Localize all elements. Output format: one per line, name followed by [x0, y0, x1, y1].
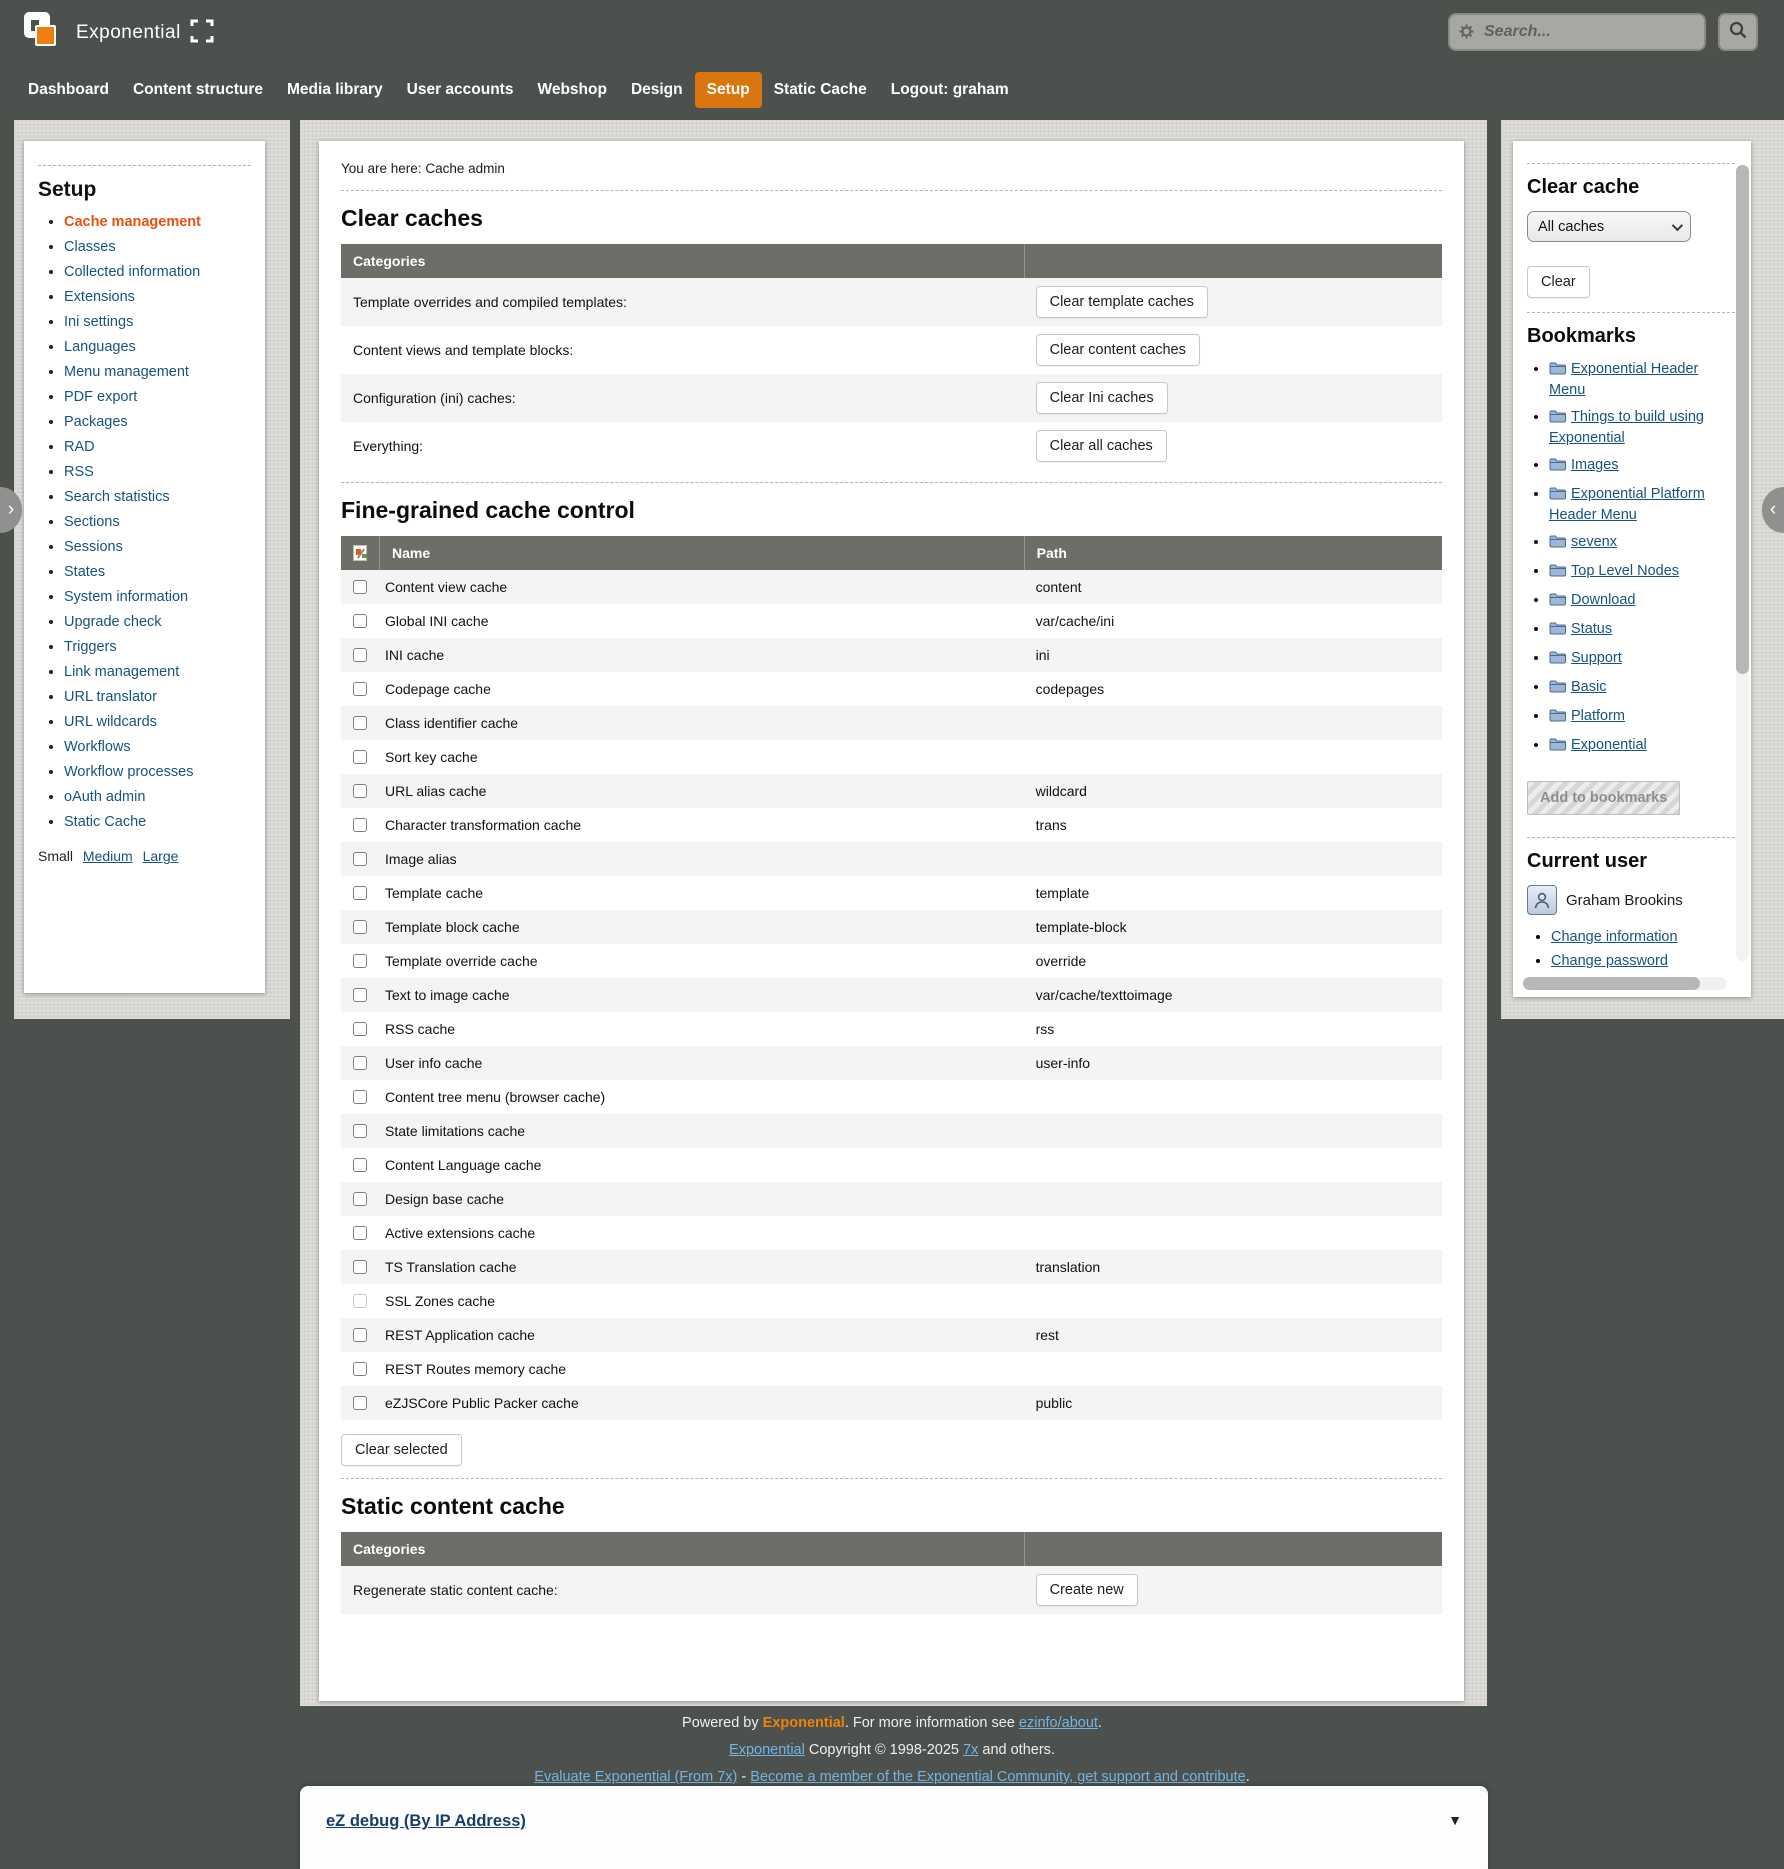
cache-path [1024, 748, 1442, 766]
cache-path: user-info [1035, 1055, 1091, 1071]
cache-name: State limitations cache [385, 1123, 526, 1139]
cache-path [1024, 1088, 1442, 1106]
cache-row [341, 842, 1442, 876]
footer-brand: Exponential [762, 1715, 845, 1731]
cache-row-checkbox[interactable] [353, 1396, 367, 1410]
setup-menu-link[interactable]: Languages [64, 339, 136, 355]
folder-icon [1549, 457, 1566, 477]
bookmark-item [1549, 736, 1735, 757]
static-cache-label: Regenerate static content cache: [353, 1582, 558, 1598]
folder-icon [1549, 592, 1566, 612]
static-cache-title: Static content cache [341, 1493, 565, 1519]
bookmarks-list [1549, 360, 1735, 757]
folder-icon [1549, 737, 1566, 757]
setup-menu-link[interactable]: Sections [64, 514, 120, 530]
folder-icon [1549, 534, 1566, 554]
size-medium-link[interactable]: Medium [82, 848, 133, 864]
cache-row-checkbox[interactable] [353, 1158, 367, 1172]
clear-cache-button[interactable]: Clear Ini caches [1036, 382, 1168, 414]
setup-menu-link[interactable]: Triggers [64, 639, 117, 655]
setup-menu-item [64, 439, 251, 455]
cache-row [341, 1386, 1442, 1420]
setup-menu-link[interactable]: RAD [64, 439, 95, 455]
cache-path: translation [1035, 1259, 1101, 1275]
cache-path [1024, 1156, 1442, 1174]
cache-row [341, 808, 1442, 842]
cache-row [341, 1012, 1442, 1046]
cache-name: Content tree menu (browser cache) [385, 1089, 606, 1105]
setup-menu-link[interactable]: System information [64, 589, 189, 605]
ezinfo-about-link[interactable]: ezinfo/about [1018, 1715, 1098, 1731]
setup-menu-item [64, 239, 251, 255]
bookmark-link[interactable]: Top Level Nodes [1571, 563, 1680, 579]
user-links [1551, 929, 1735, 969]
setup-menu-link[interactable]: Link management [64, 664, 180, 680]
setup-menu-link[interactable]: Cache management [64, 214, 201, 230]
cache-row [341, 1284, 1442, 1318]
bookmark-item [1549, 591, 1735, 612]
cache-name: User info cache [385, 1055, 483, 1071]
setup-menu-link[interactable]: Classes [64, 239, 116, 255]
cache-path [1024, 1292, 1442, 1310]
size-switcher [38, 848, 251, 864]
clear-cache-button[interactable]: Clear content caches [1036, 334, 1200, 366]
page-footer [0, 1710, 1784, 1791]
cache-name: Image alias [385, 851, 457, 867]
cache-name: REST Application cache [385, 1327, 535, 1343]
cache-name: Design base cache [385, 1191, 505, 1207]
brand-name: Exponential [76, 22, 181, 43]
bookmark-link[interactable]: Exponential Header Menu [1549, 361, 1699, 398]
nav-item[interactable]: Static Cache [773, 81, 867, 98]
cache-path [1024, 850, 1442, 868]
cache-path: trans [1035, 817, 1067, 833]
cache-row [341, 1182, 1442, 1216]
cache-name: Template override cache [385, 953, 538, 969]
clear-caches-title: Clear caches [341, 205, 483, 231]
cache-name: TS Translation cache [385, 1259, 517, 1275]
size-large-link[interactable]: Large [142, 848, 179, 864]
cache-name: Content view cache [385, 579, 508, 595]
bookmark-link[interactable]: Status [1571, 621, 1613, 637]
right-column-bg [1501, 120, 1784, 1019]
bookmark-item [1549, 562, 1735, 583]
cache-row [341, 570, 1442, 604]
cache-type-select[interactable] [1527, 211, 1691, 242]
setup-menu-link[interactable]: Upgrade check [64, 614, 162, 630]
cache-row-checkbox[interactable] [353, 1124, 367, 1138]
cache-row [341, 774, 1442, 808]
clear-cache-button[interactable]: Clear template caches [1036, 286, 1208, 318]
cache-row-checkbox[interactable] [353, 580, 367, 594]
cache-path: public [1035, 1395, 1073, 1411]
cache-name: eZJSCore Public Packer cache [385, 1395, 579, 1411]
setup-menu-item [64, 264, 251, 280]
bookmark-item [1549, 707, 1735, 728]
clear-cache-button[interactable]: Clear all caches [1036, 430, 1167, 462]
cache-path [1024, 1224, 1442, 1242]
cache-row [341, 604, 1442, 638]
setup-menu-link[interactable]: Ini settings [64, 314, 134, 330]
setup-menu-link[interactable]: Packages [64, 414, 128, 430]
cache-path: wildcard [1035, 783, 1087, 799]
nav-item[interactable]: Content structure [132, 81, 264, 98]
cache-path: codepages [1035, 681, 1105, 697]
cache-row [341, 740, 1442, 774]
setup-menu-item [64, 664, 251, 680]
cache-row-checkbox[interactable] [353, 1226, 367, 1240]
cache-name: Active extensions cache [385, 1225, 536, 1241]
cache-admin-main [319, 141, 1464, 1701]
setup-menu-link[interactable]: Menu management [64, 364, 189, 380]
footer-powered-line: Powered by Exponential. For more information see ezinfo/about. [682, 1715, 1102, 1731]
gear-icon [1458, 23, 1475, 45]
main-column-bg [300, 120, 1487, 1706]
folder-icon [1549, 621, 1566, 641]
bookmark-item [1549, 408, 1735, 448]
setup-menu-link[interactable]: URL wildcards [64, 714, 157, 730]
setup-menu-link[interactable]: RSS [64, 464, 94, 480]
create-new-button[interactable]: Create new [1036, 1574, 1138, 1606]
user-link-item [1551, 929, 1735, 945]
setup-menu-link[interactable]: PDF export [64, 389, 138, 405]
folder-icon [1549, 486, 1566, 506]
cache-row-checkbox[interactable] [353, 1260, 367, 1274]
cache-name: Class identifier cache [385, 715, 519, 731]
clear-caches-table [341, 244, 1442, 470]
vertical-scrollbar[interactable] [1736, 165, 1749, 961]
setup-menu-item [64, 814, 251, 830]
current-user-name: Graham Brookins [1566, 891, 1683, 909]
path-column-header: Path [1024, 536, 1442, 570]
setup-menu-item [64, 464, 251, 480]
header-search [1448, 13, 1758, 51]
sevenx-link[interactable]: 7x [963, 1742, 979, 1758]
clear-cache-row [341, 326, 1442, 374]
search-input[interactable] [1448, 13, 1706, 51]
debug-toggle-icon[interactable]: ▼ [1448, 1812, 1462, 1828]
cache-row-checkbox[interactable] [353, 988, 367, 1002]
setup-menu-link[interactable]: oAuth admin [64, 789, 146, 805]
cache-name: INI cache [385, 647, 445, 663]
setup-menu-item [64, 789, 251, 805]
cache-path: template-block [1035, 919, 1127, 935]
add-to-bookmarks-button[interactable]: Add to bookmarks [1527, 781, 1680, 815]
breadcrumb: You are here: Cache admin [341, 161, 505, 176]
setup-menu-item [64, 489, 251, 505]
app-header [0, 0, 1784, 120]
folder-icon [1549, 650, 1566, 670]
setup-menu-item [64, 564, 251, 580]
cache-row-checkbox[interactable] [353, 1362, 367, 1376]
categories-header: Categories [353, 1541, 426, 1557]
exponential-link[interactable]: Exponential [729, 1742, 805, 1758]
current-user-title: Current user [1527, 850, 1648, 872]
sidebar-title: Setup [38, 178, 97, 201]
cache-row-checkbox[interactable] [353, 852, 367, 866]
name-column-header: Name [379, 536, 1024, 570]
bookmark-item [1549, 649, 1735, 670]
select-all-icon[interactable] [353, 545, 367, 561]
cache-row-checkbox[interactable] [353, 1090, 367, 1104]
cache-row-checkbox[interactable] [353, 648, 367, 662]
cache-path [1024, 1190, 1442, 1208]
chevron-right-icon: › [7, 499, 15, 520]
cache-row [341, 876, 1442, 910]
cache-row-checkbox[interactable] [353, 1022, 367, 1036]
cache-name: SSL Zones cache [385, 1293, 495, 1309]
cache-path [1024, 714, 1442, 732]
static-cache-row [341, 1566, 1442, 1614]
setup-menu-item [64, 514, 251, 530]
setup-menu-item [64, 389, 251, 405]
cache-category-label: Template overrides and compiled templates: [353, 294, 627, 310]
clear-cache-row [341, 374, 1442, 422]
ez-debug-link[interactable]: eZ debug (By IP Address) [326, 1812, 526, 1830]
search-button[interactable] [1718, 13, 1758, 51]
cache-row [341, 638, 1442, 672]
user-link[interactable]: Change information [1551, 929, 1678, 945]
vertical-scrollbar-thumb[interactable] [1736, 165, 1749, 674]
bookmark-link[interactable]: Platform [1571, 708, 1625, 724]
nav-item[interactable]: Setup [695, 72, 762, 108]
cache-path: override [1035, 953, 1087, 969]
bookmark-link[interactable]: Images [1571, 457, 1619, 473]
folder-icon [1549, 361, 1566, 381]
static-cache-table [341, 1532, 1442, 1614]
folder-icon [1549, 409, 1566, 429]
cache-row [341, 944, 1442, 978]
nav-item[interactable]: User accounts [406, 81, 514, 98]
cache-row-checkbox[interactable] [353, 886, 367, 900]
ez-debug-panel [300, 1786, 1488, 1869]
setup-menu-item [64, 614, 251, 630]
clear-button[interactable]: Clear [1527, 266, 1590, 298]
avatar-icon [1527, 885, 1557, 915]
setup-menu [64, 214, 251, 830]
cache-row-checkbox[interactable] [353, 818, 367, 832]
horizontal-scrollbar-thumb[interactable] [1523, 977, 1700, 990]
folder-icon [1549, 708, 1566, 728]
setup-menu-link[interactable]: States [64, 564, 106, 580]
categories-header: Categories [353, 253, 426, 269]
cache-row [341, 1352, 1442, 1386]
setup-menu-item [64, 739, 251, 755]
left-column-bg [14, 120, 290, 1019]
folder-icon [1549, 563, 1566, 583]
cache-row [341, 1148, 1442, 1182]
cache-name: Template cache [385, 885, 484, 901]
cache-name: REST Routes memory cache [385, 1361, 567, 1377]
setup-menu-item [64, 539, 251, 555]
exponential-logo-icon[interactable] [24, 12, 64, 52]
bookmark-link[interactable]: Things to build using Exponential [1549, 409, 1704, 446]
cache-row-checkbox[interactable] [353, 682, 367, 696]
bookmarks-title: Bookmarks [1527, 325, 1636, 347]
bookmark-link[interactable]: Download [1571, 592, 1636, 608]
cache-name: Template block cache [385, 919, 520, 935]
cache-name: Character transformation cache [385, 817, 582, 833]
cache-category-label: Configuration (ini) caches: [353, 390, 516, 406]
cache-path: rest [1035, 1327, 1059, 1343]
horizontal-scrollbar[interactable] [1523, 977, 1727, 990]
clear-cache-row [341, 278, 1442, 326]
cache-row-checkbox[interactable] [353, 1056, 367, 1070]
clear-selected-button[interactable]: Clear selected [341, 1434, 462, 1466]
cache-path: content [1035, 579, 1082, 595]
cache-row [341, 1080, 1442, 1114]
chevron-down-icon [1672, 219, 1683, 230]
cache-row [341, 706, 1442, 740]
size-current: Small [38, 848, 74, 864]
cache-row-checkbox[interactable] [353, 784, 367, 798]
cache-path [1024, 1122, 1442, 1140]
setup-menu-item [64, 289, 251, 305]
setup-menu-link[interactable]: Search statistics [64, 489, 170, 505]
setup-menu-item [64, 364, 251, 380]
cache-name: Codepage cache [385, 681, 491, 697]
main-nav [16, 72, 1021, 108]
cache-name: Sort key cache [385, 749, 478, 765]
bookmark-link[interactable]: Exponential Platform Header Menu [1549, 486, 1705, 523]
setup-menu-item [64, 589, 251, 605]
cache-row [341, 1114, 1442, 1148]
bookmark-item [1549, 485, 1735, 525]
fullscreen-icon[interactable] [190, 18, 214, 44]
cache-category-label: Content views and template blocks: [353, 342, 574, 358]
footer-copyright-line: Exponential Copyright © 1998-2025 7x and others. [729, 1742, 1055, 1758]
chevron-left-icon: ‹ [1769, 499, 1777, 520]
cache-row [341, 1216, 1442, 1250]
cache-row-checkbox[interactable] [353, 1328, 367, 1342]
clear-cache-row [341, 422, 1442, 470]
cache-name: URL alias cache [385, 783, 487, 799]
cache-row-checkbox[interactable] [353, 1294, 367, 1308]
setup-menu-item [64, 314, 251, 330]
cache-path: var/cache/texttoimage [1035, 987, 1173, 1003]
setup-menu-link[interactable]: Static Cache [64, 814, 147, 830]
cache-row [341, 910, 1442, 944]
bookmark-link[interactable]: Basic [1571, 679, 1607, 695]
nav-item[interactable]: Dashboard [28, 81, 109, 98]
evaluate-link[interactable]: Evaluate Exponential (From 7x) [534, 1769, 738, 1785]
setup-menu-item [64, 639, 251, 655]
user-link[interactable]: Change password [1551, 953, 1668, 969]
cache-row [341, 1250, 1442, 1284]
setup-menu-item [64, 214, 251, 230]
setup-menu-link[interactable]: URL translator [64, 689, 157, 705]
cache-row-checkbox[interactable] [353, 614, 367, 628]
cache-row [341, 672, 1442, 706]
cache-path [1024, 1360, 1442, 1378]
right-sidebar [1513, 141, 1751, 997]
nav-item[interactable]: Design [630, 81, 683, 98]
cache-row [341, 978, 1442, 1012]
clear-cache-widget-title: Clear cache [1527, 176, 1640, 198]
footer-community-line: Evaluate Exponential (From 7x) - Become a member of the Exponential Community, get support and contribute. [534, 1769, 1250, 1785]
cache-name: Text to image cache [385, 987, 510, 1003]
cache-name: Content Language cache [385, 1157, 542, 1173]
bookmark-link[interactable]: sevenx [1571, 534, 1617, 550]
bookmark-link[interactable]: Exponential [1571, 737, 1647, 753]
cache-row [341, 1318, 1442, 1352]
cache-category-label: Everything: [353, 438, 424, 454]
setup-menu-item [64, 339, 251, 355]
setup-menu-link[interactable]: Extensions [64, 289, 135, 305]
setup-menu-item [64, 764, 251, 780]
cache-path: var/cache/ini [1035, 613, 1115, 629]
nav-item[interactable]: Media library [287, 81, 383, 98]
cache-path: rss [1035, 1021, 1055, 1037]
setup-menu-link[interactable]: Sessions [64, 539, 123, 555]
nav-item[interactable]: Webshop [537, 81, 607, 98]
setup-menu-item [64, 689, 251, 705]
setup-menu-link[interactable]: Workflow processes [64, 764, 194, 780]
bookmark-link[interactable]: Support [1571, 650, 1622, 666]
magnifying-glass-icon [1728, 20, 1748, 45]
setup-sidebar [24, 141, 265, 993]
setup-menu-item [64, 414, 251, 430]
bookmark-item [1549, 533, 1735, 554]
cache-path: template [1035, 885, 1090, 901]
fine-grained-table [341, 536, 1442, 1420]
nav-item[interactable]: Logout: graham [890, 81, 1009, 98]
cache-row-checkbox[interactable] [353, 954, 367, 968]
fine-grained-title: Fine-grained cache control [341, 497, 635, 523]
community-link[interactable]: Become a member of the Exponential Community, get support and contribute [750, 1769, 1246, 1785]
cache-row [341, 1046, 1442, 1080]
cache-path: ini [1035, 647, 1050, 663]
cache-row-checkbox[interactable] [353, 750, 367, 764]
cache-row-checkbox[interactable] [353, 716, 367, 730]
setup-menu-link[interactable]: Workflows [64, 739, 131, 755]
cache-name: Global INI cache [385, 613, 489, 629]
cache-row-checkbox[interactable] [353, 1192, 367, 1206]
user-link-item [1551, 953, 1735, 969]
cache-row-checkbox[interactable] [353, 920, 367, 934]
folder-icon [1549, 679, 1566, 699]
bookmark-item [1549, 456, 1735, 477]
cache-type-selected: All caches [1538, 218, 1605, 235]
setup-menu-link[interactable]: Collected information [64, 264, 201, 280]
setup-menu-item [64, 714, 251, 730]
bookmark-item [1549, 620, 1735, 641]
bookmark-item [1549, 678, 1735, 699]
cache-name: RSS cache [385, 1021, 456, 1037]
bookmark-item [1549, 360, 1735, 400]
